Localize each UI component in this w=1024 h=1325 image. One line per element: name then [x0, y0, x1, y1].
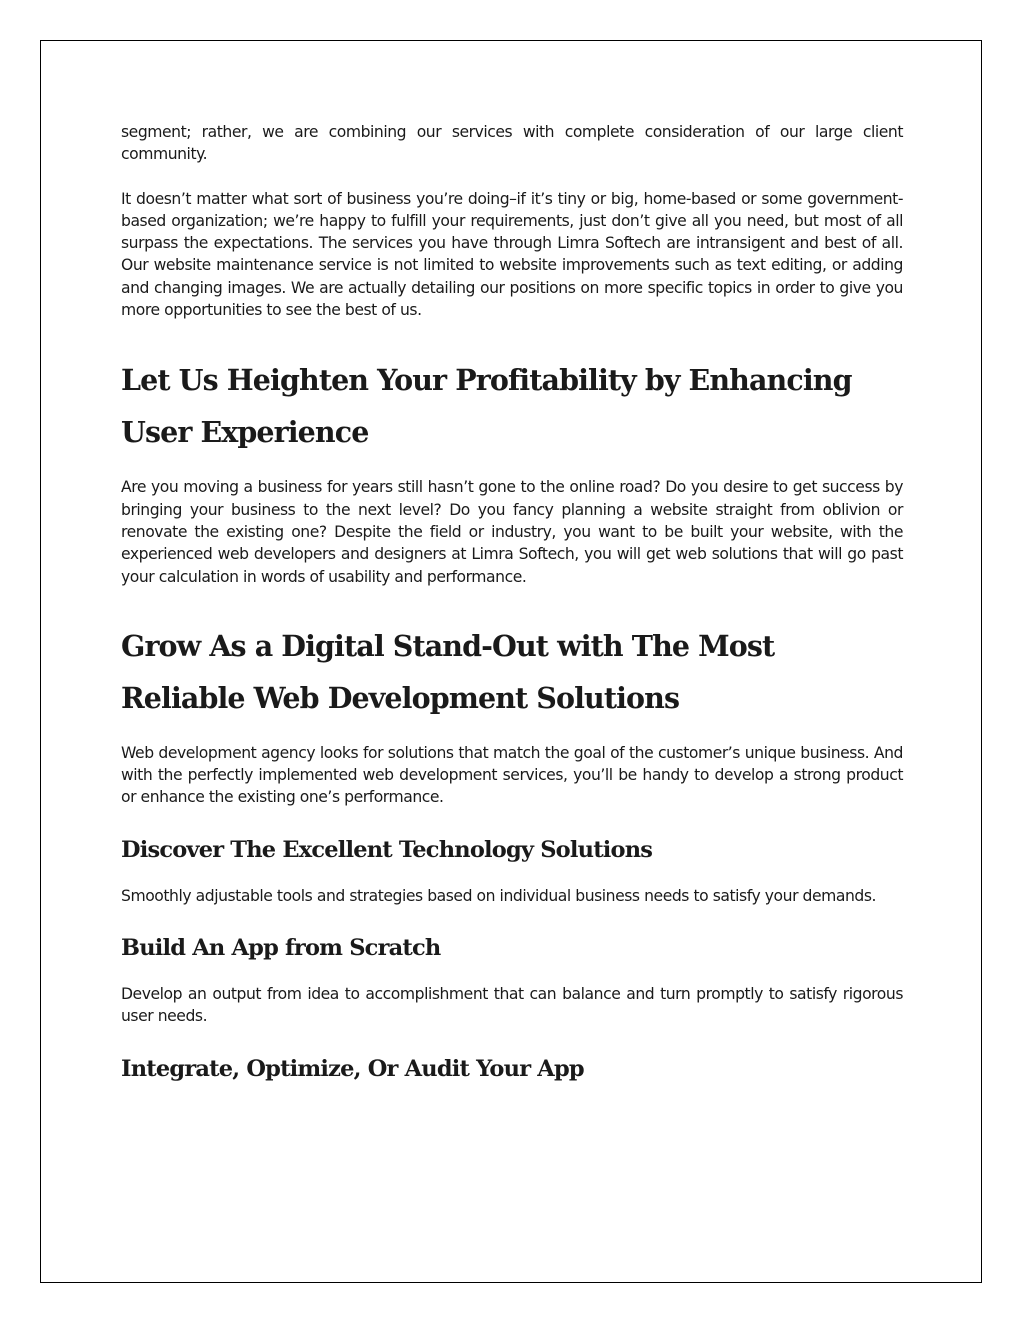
document-content [121, 121, 903, 1084]
heading-build-app: Build An App from Scratch [121, 935, 441, 962]
heading-integrate-app: Integrate, Optimize, Or Audit Your App [121, 1055, 584, 1082]
heading-profitability: Let Us Heighten Your Profitability by Enhancing User Experience [121, 363, 852, 450]
heading-discover-technology: Discover The Excellent Technology Solutions [121, 836, 653, 863]
paragraph-discover-technology: Smoothly adjustable tools and strategies based on individual business needs to satisfy your demands. [121, 886, 877, 905]
paragraph-build-app: Develop an output from idea to accomplishment that can balance and turn promptly to satisfy rigorous user needs. [121, 985, 903, 1026]
paragraph-segment: segment; rather, we are combining our services with complete consideration of our large client community. [121, 123, 903, 164]
paragraph-business-types: It doesn’t matter what sort of business you’re doing–if it’s tiny or big, home-based or some government-based organization; we’re happy to fulfill your requirements, just don’t give all you need, but most of all surpass the expectations. The services you have through Limra Softech are intransigent and best of all. Our website maintenance service is not limited to website improvements such as text editing, or adding and changing images. We are actually detailing our positions on more specific topics in order to give you more opportunities to see the best of us. [121, 189, 903, 320]
heading-grow-digital: Grow As a Digital Stand-Out with The Most Reliable Web Development Solutions [121, 628, 775, 715]
paragraph-grow-digital: Web development agency looks for solutions that match the goal of the customer’s unique business. And with the perfectly implemented web development services, you’ll be handy to develop a strong product or enhance the existing one’s performance. [121, 743, 903, 807]
paragraph-profitability: Are you moving a business for years still hasn’t gone to the online road? Do you desire to get success by bringing your business to the next level? Do you fancy planning a website straight from oblivion or renovate the existing one? Despite the field or industry, you want to be built your website, with the experienced web developers and designers at Limra Softech, you will get web solutions that will go past your calculation in words of usability and performance. [121, 478, 903, 586]
